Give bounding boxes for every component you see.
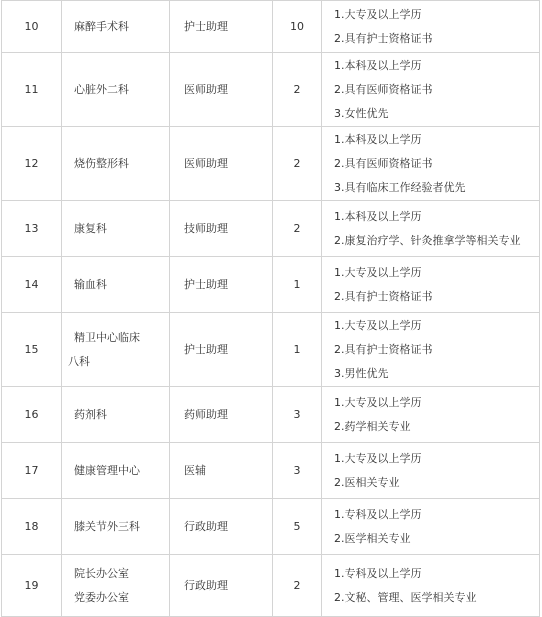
- requirement-item: 1.本科及以上学历: [334, 58, 422, 72]
- headcount-cell: 1: [273, 257, 322, 313]
- table-row: [2, 313, 540, 387]
- requirements-cell: [322, 313, 540, 387]
- department-cell: [62, 201, 170, 257]
- requirements-cell: [322, 555, 540, 617]
- department-cell: [62, 257, 170, 313]
- row-number: 19: [2, 555, 62, 617]
- requirement-item: 1.大专及以上学历: [334, 395, 422, 409]
- headcount-cell: 2: [273, 53, 322, 127]
- department-name: 健康管理中心: [74, 463, 140, 477]
- position-cell: 医师助理: [170, 127, 273, 201]
- department-cell: [62, 313, 170, 387]
- department-name: 输血科: [74, 277, 107, 291]
- department-name: 麻醉手术科: [74, 19, 129, 33]
- department-cell: [62, 1, 170, 53]
- position-cell: 医辅: [170, 443, 273, 499]
- department-name: 党委办公室: [74, 590, 129, 604]
- department-cell: [62, 555, 170, 617]
- row-number: 14: [2, 257, 62, 313]
- table-row: [2, 1, 540, 53]
- department-name: 八科: [68, 354, 90, 368]
- requirement-item: 2.具有护士资格证书: [334, 289, 433, 303]
- requirement-item: 2.康复治疗学、针灸推拿学等相关专业: [334, 233, 521, 247]
- table-row: [2, 201, 540, 257]
- requirements-cell: [322, 127, 540, 201]
- requirement-item: 2.具有护士资格证书: [334, 31, 433, 45]
- row-number: 15: [2, 313, 62, 387]
- row-number: 12: [2, 127, 62, 201]
- department-cell: [62, 127, 170, 201]
- headcount-cell: 5: [273, 499, 322, 555]
- requirement-item: 1.大专及以上学历: [334, 318, 422, 332]
- table-row: [2, 387, 540, 443]
- department-cell: [62, 53, 170, 127]
- requirements-cell: [322, 387, 540, 443]
- table-row: [2, 127, 540, 201]
- table-row: [2, 53, 540, 127]
- requirement-item: 1.专科及以上学历: [334, 566, 422, 580]
- position-cell: 行政助理: [170, 499, 273, 555]
- requirements-cell: [322, 499, 540, 555]
- row-number: 10: [2, 1, 62, 53]
- row-number: 11: [2, 53, 62, 127]
- row-number: 16: [2, 387, 62, 443]
- department-name: 心脏外二科: [74, 82, 129, 96]
- headcount-cell: 3: [273, 443, 322, 499]
- department-name: 药剂科: [74, 407, 107, 421]
- requirement-item: 1.专科及以上学历: [334, 507, 422, 521]
- position-cell: 护士助理: [170, 313, 273, 387]
- requirement-item: 2.具有护士资格证书: [334, 342, 433, 356]
- position-cell: 行政助理: [170, 555, 273, 617]
- row-number: 18: [2, 499, 62, 555]
- requirement-item: 3.具有临床工作经验者优先: [334, 180, 466, 194]
- requirements-cell: [322, 201, 540, 257]
- department-name: 烧伤整形科: [74, 156, 129, 170]
- requirement-item: 3.男性优先: [334, 366, 389, 380]
- headcount-cell: 2: [273, 555, 322, 617]
- requirement-item: 2.药学相关专业: [334, 419, 411, 433]
- requirement-item: 1.大专及以上学历: [334, 7, 422, 21]
- department-name: 康复科: [74, 221, 107, 235]
- requirement-item: 2.具有医师资格证书: [334, 156, 433, 170]
- requirements-cell: [322, 53, 540, 127]
- department-cell: [62, 387, 170, 443]
- headcount-cell: 1: [273, 313, 322, 387]
- requirement-item: 1.本科及以上学历: [334, 209, 422, 223]
- department-name: 膝关节外三科: [74, 519, 140, 533]
- requirement-item: 3.女性优先: [334, 106, 389, 120]
- requirement-item: 1.大专及以上学历: [334, 451, 422, 465]
- requirement-item: 1.本科及以上学历: [334, 132, 422, 146]
- requirement-item: 2.具有医师资格证书: [334, 82, 433, 96]
- position-cell: 技师助理: [170, 201, 273, 257]
- headcount-cell: 3: [273, 387, 322, 443]
- department-name: 院长办公室: [74, 566, 129, 580]
- table-row: [2, 257, 540, 313]
- requirement-item: 2.文秘、管理、医学相关专业: [334, 590, 477, 604]
- requirements-cell: [322, 257, 540, 313]
- recruitment-table: [1, 0, 540, 617]
- headcount-cell: 2: [273, 201, 322, 257]
- table-body: [2, 1, 540, 617]
- position-cell: 药师助理: [170, 387, 273, 443]
- table-row: [2, 555, 540, 617]
- requirement-item: 2.医学相关专业: [334, 531, 411, 545]
- headcount-cell: 2: [273, 127, 322, 201]
- requirement-item: 2.医相关专业: [334, 475, 400, 489]
- row-number: 17: [2, 443, 62, 499]
- department-cell: [62, 443, 170, 499]
- requirements-cell: [322, 1, 540, 53]
- table-row: [2, 499, 540, 555]
- position-cell: 护士助理: [170, 1, 273, 53]
- headcount-cell: 10: [273, 1, 322, 53]
- department-cell: [62, 499, 170, 555]
- table-row: [2, 443, 540, 499]
- position-cell: 护士助理: [170, 257, 273, 313]
- department-name: 精卫中心临床: [74, 330, 140, 344]
- position-cell: 医师助理: [170, 53, 273, 127]
- requirement-item: 1.大专及以上学历: [334, 265, 422, 279]
- row-number: 13: [2, 201, 62, 257]
- requirements-cell: [322, 443, 540, 499]
